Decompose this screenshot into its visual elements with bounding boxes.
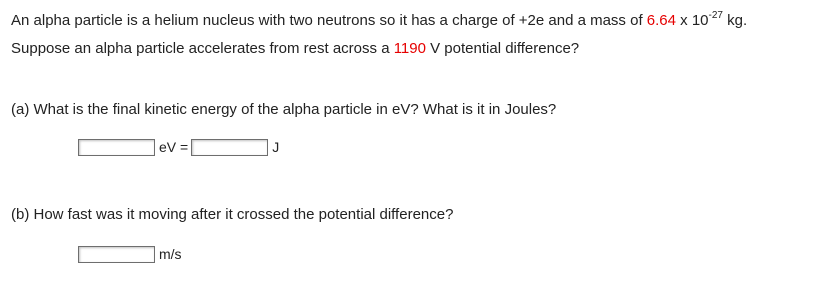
problem-text-2: Suppose an alpha particle accelerates from rest across a <box>11 40 394 57</box>
potential-value: 1190 <box>393 40 426 57</box>
ev-answer-input[interactable] <box>78 139 155 156</box>
part-b-answer-row <box>78 244 185 264</box>
joules-unit-label: J <box>272 139 280 155</box>
mass-exponent: -27 <box>708 10 723 21</box>
problem-text: An alpha particle is a helium nucleus with two neutrons so it has a charge of +2e and a mass of <box>11 12 647 29</box>
joules-answer-input[interactable] <box>191 139 268 156</box>
problem-statement-line-2 <box>11 40 579 58</box>
speed-answer-input[interactable] <box>78 246 155 263</box>
ev-unit-label: eV = <box>159 139 189 155</box>
mass-unit-text: kg. <box>722 12 748 29</box>
potential-unit-text: V potential difference? <box>425 40 580 57</box>
part-a-question: (a) What is the final kinetic energy of the alpha particle in eV? What is it in Joules? <box>11 101 557 118</box>
problem-statement-line-1 <box>11 12 747 32</box>
part-a-answer-row <box>78 137 282 157</box>
mass-value: 6.64 <box>646 12 676 29</box>
times-ten-text: x 10 <box>675 12 709 29</box>
speed-unit-label: m/s <box>159 246 182 262</box>
part-b-question: (b) How fast was it moving after it crossed the potential difference? <box>11 206 454 223</box>
